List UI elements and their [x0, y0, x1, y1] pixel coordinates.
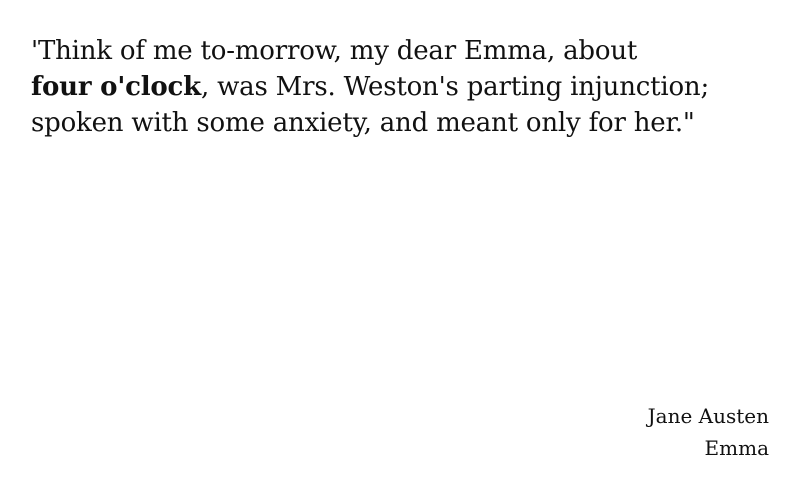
author-name: Jane Austen: [647, 404, 769, 428]
quote-line-1: 'Think of me to-morrow, my dear Emma, about: [31, 36, 638, 66]
attribution: [648, 400, 769, 464]
quote-emphasis: four o'clock: [31, 72, 201, 102]
quote-line-2-rest: , was Mrs. Weston's parting injunction;: [200, 72, 710, 102]
quote-line-3: spoken with some anxiety, and meant only for her.": [31, 108, 695, 138]
quote-text: [31, 33, 771, 141]
quote-line-2: [31, 69, 771, 105]
work-title: Emma: [704, 436, 769, 460]
